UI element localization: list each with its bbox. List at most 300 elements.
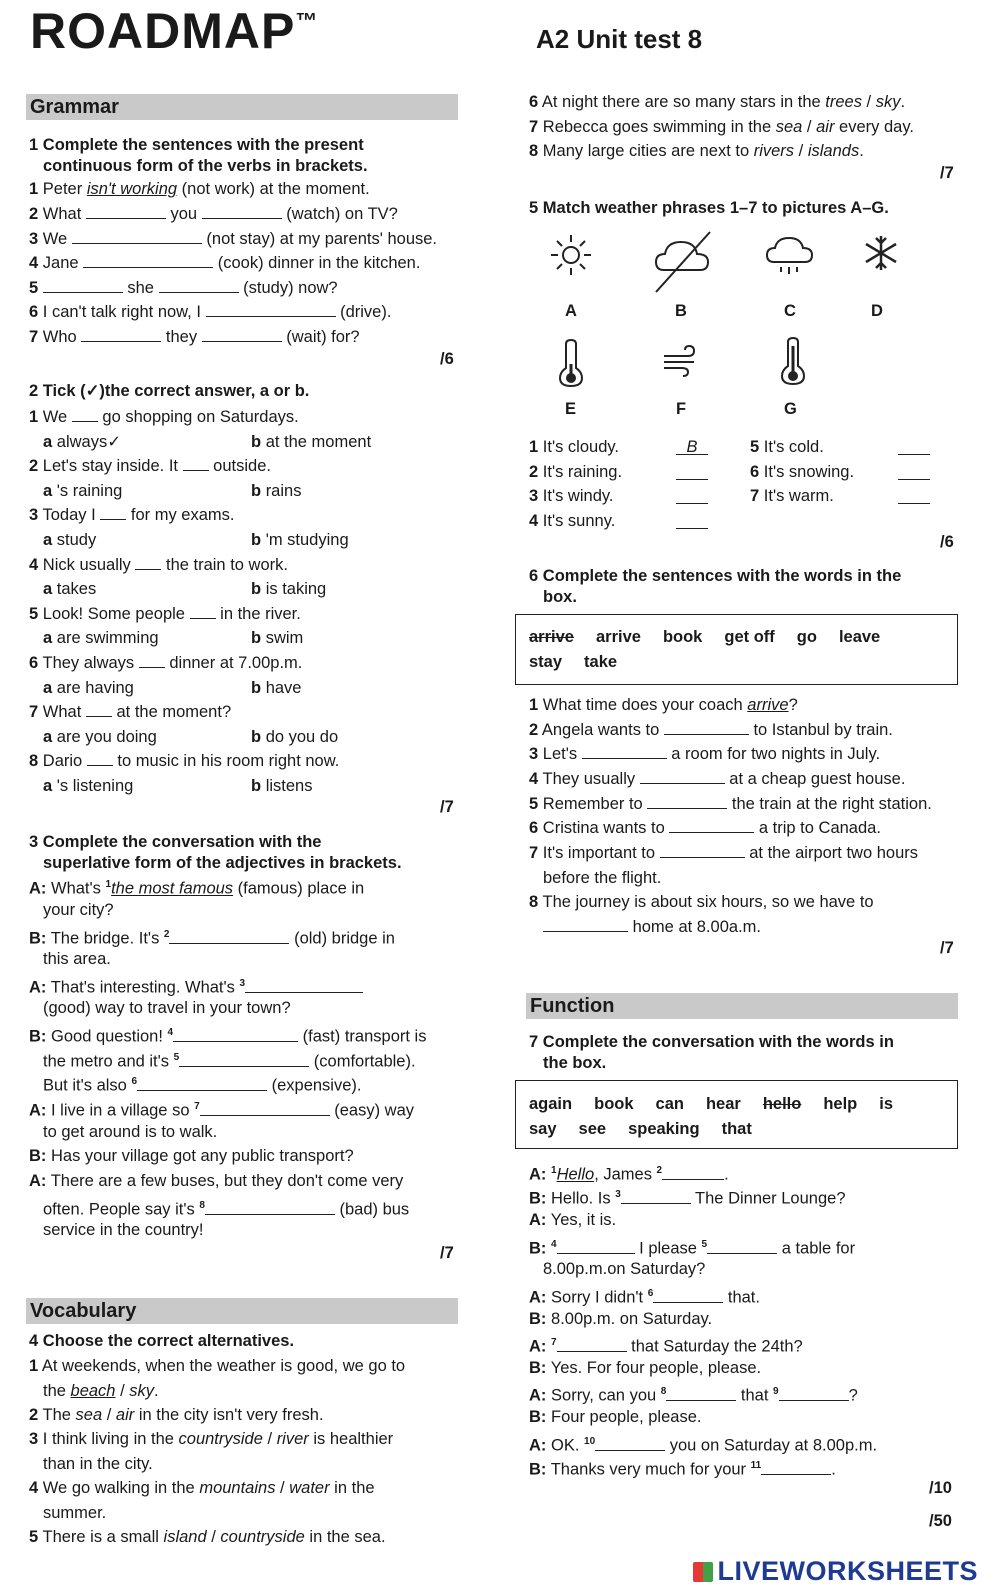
option-a[interactable] [43,627,159,649]
line-text: (old) bridge in [289,929,395,948]
conversation-line [29,1145,354,1167]
item-number: 3 [29,230,39,248]
conversation-line [29,924,395,950]
option-letter: a [43,728,53,747]
box-word: stay [529,653,563,671]
gap-number: 11 [750,1460,762,1471]
option-a[interactable] [43,431,121,453]
snowflake-icon [862,234,900,272]
item-text: We [42,230,72,248]
gap-number: 5 [173,1052,180,1063]
item-number: 1 [529,696,539,714]
q5-item [529,510,615,532]
alternative-2[interactable]: sky [129,1381,155,1400]
option-b[interactable] [251,677,301,699]
item-text: summer. [43,1503,107,1522]
item-text: go shopping on Saturdays. [97,408,299,426]
answer-blank[interactable] [137,1076,267,1091]
line-text: Four people, please. [551,1408,702,1426]
gap-number: 3 [615,1189,621,1200]
answer-blank[interactable] [190,604,216,619]
gap-number: 2 [656,1165,663,1176]
option-letter: a [43,580,53,599]
answer-blank[interactable] [183,456,209,471]
option-a[interactable] [43,578,96,600]
line-text: (fast) transport is [298,1027,427,1046]
item-text: It's important to [542,844,660,862]
answer-blank[interactable] [245,978,363,993]
line-text: (bad) bus [334,1200,410,1219]
line-text: your city? [43,901,114,919]
item-text: Rebecca goes swimming in the [542,118,776,136]
q5-item [529,436,619,458]
item-number: 5 [529,795,539,813]
speaker: B: [529,1310,547,1328]
item-number: 4 [29,254,39,272]
answer-blank[interactable] [86,204,166,219]
line-text: , James [594,1165,657,1184]
q3-score: /7 [440,1244,454,1262]
item-text: It's raining. [542,463,623,481]
item-number: 8 [29,752,39,771]
speaker: A: [529,1288,547,1307]
item-text: I can't talk right now, I [42,303,206,321]
item-text: Many large cities are next to [542,142,754,160]
item-number: 5 [29,1528,39,1546]
answer-blank[interactable] [169,929,289,944]
item-text: is healthier [308,1430,394,1448]
q6-item [529,694,798,716]
item-text: There is a small [42,1528,164,1546]
gap-number: 7 [194,1101,200,1112]
q5-item [750,436,824,458]
item-text: (not stay) at my parents' house. [201,230,438,248]
item-number: 6 [529,93,539,111]
item-text: Let's stay inside. It [42,457,183,476]
answer-blank[interactable] [660,843,745,858]
answer-blank[interactable] [139,653,165,668]
answer-slot[interactable] [898,485,930,504]
line-text: Has your village got any public transport? [46,1147,354,1165]
item-text: outside. [208,457,271,476]
option-letter: b [251,432,262,451]
sun-icon [546,230,596,280]
line-text: That's interesting. What's [46,978,240,997]
item-text: They usually [542,770,640,788]
box-word: hear [705,1095,741,1113]
gap-number: 1 [105,879,112,890]
answer-blank[interactable] [707,1239,777,1254]
line-text: Good question! [46,1027,168,1046]
box-word: speaking [628,1120,700,1138]
item-text: (wait) for? [281,328,360,346]
option-letter: a [43,530,53,549]
q2-stem [29,406,299,428]
q1-item [29,301,391,323]
option-b[interactable] [251,431,371,453]
item-text: in the [329,1479,375,1497]
item-number: 7 [29,703,39,722]
alternative-2[interactable]: river [276,1430,309,1448]
box-word: that [721,1120,752,1138]
box-word: see [578,1120,607,1138]
answer-blank[interactable] [761,1460,831,1475]
gap-number: 9 [773,1386,779,1397]
answer-blank[interactable] [557,1239,635,1254]
line-text: service in the country! [43,1221,204,1239]
q5-item [750,485,834,507]
q7-instruction: 7 Complete the conversation with the words in the box. [529,1033,894,1072]
conversation-line [29,1022,426,1048]
answer-blank[interactable] [666,1386,736,1401]
alternative-1[interactable]: countryside [178,1430,263,1448]
option-letter: a [43,629,53,648]
alternative-1[interactable]: rivers [753,142,795,160]
conversation-line [43,1121,217,1143]
line-text: that [736,1386,774,1405]
q4-item [529,140,864,162]
option-b[interactable] [251,578,326,600]
picture-label-d: D [871,302,883,320]
item-text: Cristina wants to [542,819,670,837]
q6-item [529,817,881,839]
item-text: she [122,279,159,297]
option-text: 'm studying [265,530,349,549]
line-text: the metro and it's [43,1052,174,1071]
answer-slot[interactable] [898,461,930,480]
conversation-line [529,1455,836,1481]
item-text: Let's [542,745,582,763]
thermometer-cold-icon [557,338,585,388]
answer-example: isn't working [86,180,178,198]
option-text: is taking [265,580,327,599]
item-text: they [161,328,202,346]
conversation-line [529,1160,729,1186]
speaker: A: [529,1165,547,1184]
item-number: 6 [750,463,760,481]
line-text: Sorry I didn't [551,1288,648,1307]
answer-blank[interactable] [621,1189,691,1204]
alternative-1[interactable]: mountains [199,1479,276,1497]
option-a[interactable] [43,775,133,797]
option-text: have [265,678,302,697]
alternative-1[interactable]: sea [75,1406,103,1424]
gap-number: 3 [239,978,246,989]
answer-blank[interactable] [662,1165,724,1180]
option-text: at the moment [265,432,372,451]
alternative-1[interactable]: island [163,1528,207,1546]
option-b[interactable] [251,480,301,502]
option-a[interactable] [43,726,157,748]
speaker: A: [29,879,47,898]
item-number: 4 [529,512,539,530]
item-text: Who [42,328,82,346]
q5-item [529,461,622,483]
q4-item [29,1404,324,1426]
answer-blank[interactable] [205,1200,335,1215]
item-number: 4 [529,770,539,788]
item-text: Remember to [542,795,648,813]
q4-item [29,1526,386,1548]
answer-blank[interactable] [83,253,213,268]
line-text: But it's also [43,1076,132,1095]
option-b[interactable] [251,775,312,797]
answer-blank[interactable] [582,744,667,759]
q4-item-cont [43,1453,153,1475]
separator: / [102,1406,116,1424]
box-word: get off [724,628,775,646]
answer-slot[interactable] [676,485,708,504]
picture-label-a: A [565,302,577,320]
rain-icon [764,232,816,280]
option-a[interactable] [43,480,122,502]
speaker: B: [529,1460,547,1479]
q5-score: /6 [940,533,954,551]
answer-blank[interactable] [647,794,727,809]
item-number: 1 [29,408,39,426]
alternative-1[interactable]: beach [70,1381,116,1400]
box-word: take [584,653,618,671]
alternative-2[interactable]: air [816,118,835,136]
box-word: is [879,1095,894,1113]
answer-blank[interactable] [779,1386,849,1401]
answer-blank[interactable] [173,1027,298,1042]
line-text: 8.00p.m. on Saturday. [551,1310,713,1328]
total-score: /50 [929,1512,952,1530]
q7-box-row-2 [529,1120,774,1139]
liveworksheets-logo-icon [693,1562,713,1582]
gap-number: 10 [584,1436,596,1447]
conversation-line [529,1431,877,1457]
item-number: 4 [29,555,39,574]
item-number: 2 [29,457,39,476]
conversation-line [529,1234,855,1260]
speaker: B: [29,1027,47,1046]
gap-number: 2 [163,929,170,940]
conversation-line [29,973,363,999]
line-text: The Dinner Lounge? [690,1189,846,1208]
speaker: B: [529,1408,547,1426]
alternative-1[interactable]: sea [775,118,803,136]
item-text: At weekends, when the weather is good, we go to [41,1357,406,1375]
box-word: leave [838,628,881,646]
line-text: Yes. For four people, please. [550,1359,762,1377]
answer-blank[interactable] [81,327,161,342]
line-text: I live in a village so [46,1101,195,1120]
item-text: It's snowing. [763,463,855,481]
item-text: before the flight. [543,868,662,887]
box-word: hello [762,1095,802,1113]
item-text: . [900,93,906,111]
line-text: that Saturday the 24th? [626,1337,803,1356]
item-number: 6 [29,654,39,672]
q1-item [29,277,338,299]
item-text: Jane [42,254,84,272]
item-text: They always [42,654,139,672]
speaker: A: [529,1337,547,1356]
item-text: What [42,205,86,223]
item-text: a trip to Canada. [754,819,881,837]
answer-blank[interactable] [653,1288,723,1303]
alternative-1[interactable]: trees [825,93,862,111]
q5-instruction: 5 Match weather phrases 1–7 to pictures A–G. [529,199,889,217]
q1-item [29,178,370,200]
option-letter: b [251,678,262,697]
item-text: Dario [42,752,87,771]
separator: / [275,1479,290,1497]
item-text: It's warm. [763,487,834,505]
option-letter: b [251,530,262,549]
answer-blank[interactable] [669,818,754,833]
item-number: 2 [29,205,39,223]
answer-blank[interactable] [100,505,126,520]
q6-score: /7 [940,939,954,957]
line-text: OK. [551,1436,585,1455]
line-text: (famous) place in [233,879,365,898]
item-text: It's windy. [542,487,614,505]
q4-instruction: 4 Choose the correct alternatives. [29,1332,295,1350]
alternative-2[interactable]: islands [807,142,860,160]
answer-slot[interactable]: B [676,436,708,455]
conversation-line [529,1332,803,1358]
item-text: The journey is about six hours, so we have to [542,893,874,911]
item-number: 3 [529,487,539,505]
gap-number: 4 [167,1027,174,1038]
conversation-line [29,1096,414,1122]
item-text: to Istanbul by train. [748,721,893,739]
answer-blank[interactable] [202,327,282,342]
line-text: (good) way to travel in your town? [43,999,291,1017]
item-text: at the moment? [111,703,232,722]
option-text: are you doing [56,728,157,747]
item-text: in the river. [215,604,301,623]
q4-item [29,1428,393,1450]
answer-slot[interactable] [898,436,930,455]
item-text: to music in his room right now. [112,752,340,771]
conversation-line [43,1195,409,1221]
item-text: at a cheap guest house. [724,770,906,788]
answer-slot[interactable] [676,461,708,480]
speaker: B: [29,929,47,948]
q6-box-row-2 [529,653,639,672]
answer-blank[interactable] [159,278,239,293]
box-word: book [594,1095,634,1113]
item-text: Look! Some people [42,604,190,623]
option-letter: a [43,678,53,697]
answer-blank[interactable] [664,720,749,735]
item-text: the train to work. [161,555,288,574]
q7-box-row-1 [529,1095,915,1114]
q1-item [29,228,437,250]
answer-blank[interactable] [179,1052,309,1067]
answer-blank[interactable] [86,702,112,717]
q6-item [529,768,905,790]
item-text: (drive). [335,303,392,321]
answer-blank[interactable] [135,555,161,570]
q1-instruction: 1 Complete the sentences with the present continuous form of the verbs in brackets. [29,136,368,175]
answer-blank[interactable] [72,407,98,422]
item-number: 3 [29,506,39,525]
option-b[interactable] [251,529,349,551]
box-word: book [662,628,703,646]
alternative-2[interactable]: countryside [220,1528,305,1546]
option-a[interactable] [43,529,96,551]
conversation-line [43,948,111,970]
answer-blank[interactable] [595,1436,665,1451]
gap-number: 8 [660,1386,667,1397]
item-number: 1 [529,438,539,456]
answer-blank[interactable] [557,1337,627,1352]
answer-slot[interactable] [676,510,708,529]
option-text: 's raining [56,481,123,500]
item-text: (cook) dinner in the kitchen. [213,254,421,272]
line-text: (easy) way [329,1101,414,1120]
answer-blank[interactable] [202,204,282,219]
item-text: . [154,1381,159,1400]
separator: / [206,1528,221,1546]
line-text: ? [848,1386,858,1405]
item-text: a room for two nights in July. [666,745,881,763]
option-text: rains [265,481,302,500]
q2-stem [29,701,231,723]
answer-blank[interactable] [87,751,113,766]
item-number: 5 [750,438,760,456]
item-number: 8 [529,893,539,911]
alternative-2[interactable]: water [289,1479,330,1497]
function-title: Function [530,995,615,1017]
item-number: 6 [529,819,539,837]
item-number: 7 [529,118,539,136]
option-b[interactable] [251,726,338,748]
picture-label-c: C [784,302,796,320]
answer-example: Hello [556,1165,595,1184]
item-text: At night there are so many stars in the [541,93,826,111]
answer-blank[interactable] [72,229,202,244]
option-a[interactable] [43,677,134,699]
answer-blank[interactable] [543,917,628,932]
q7-score: /10 [929,1479,952,1497]
q2-stem [29,603,301,625]
gap-number: 6 [131,1076,138,1087]
alternative-2[interactable]: air [115,1406,135,1424]
answer-blank[interactable] [200,1101,330,1116]
liveworksheets-watermark: LIVEWORKSHEETS [693,1556,978,1587]
item-text: The [42,1406,76,1424]
item-text: home at 8.00a.m. [628,917,761,936]
item-number: 6 [29,303,39,321]
answer-blank[interactable] [206,302,336,317]
conversation-line [43,899,114,921]
box-word: say [529,1120,557,1138]
separator: / [115,1381,130,1400]
option-b[interactable] [251,627,303,649]
option-text: takes [56,580,97,599]
answer-blank[interactable] [43,278,123,293]
answer-blank[interactable] [640,769,725,784]
grammar-title: Grammar [30,96,119,118]
option-text: are swimming [56,629,159,648]
conversation-line [529,1283,760,1309]
alternative-2[interactable]: sky [875,93,901,111]
q4-item [29,1477,375,1499]
item-number: 2 [529,463,539,481]
item-text: It's cold. [763,438,824,456]
item-text: at the airport two hours [744,844,918,862]
item-text: the [43,1381,71,1400]
conversation-line [29,1170,403,1192]
speaker: B: [529,1359,547,1377]
q6-item [529,719,893,741]
